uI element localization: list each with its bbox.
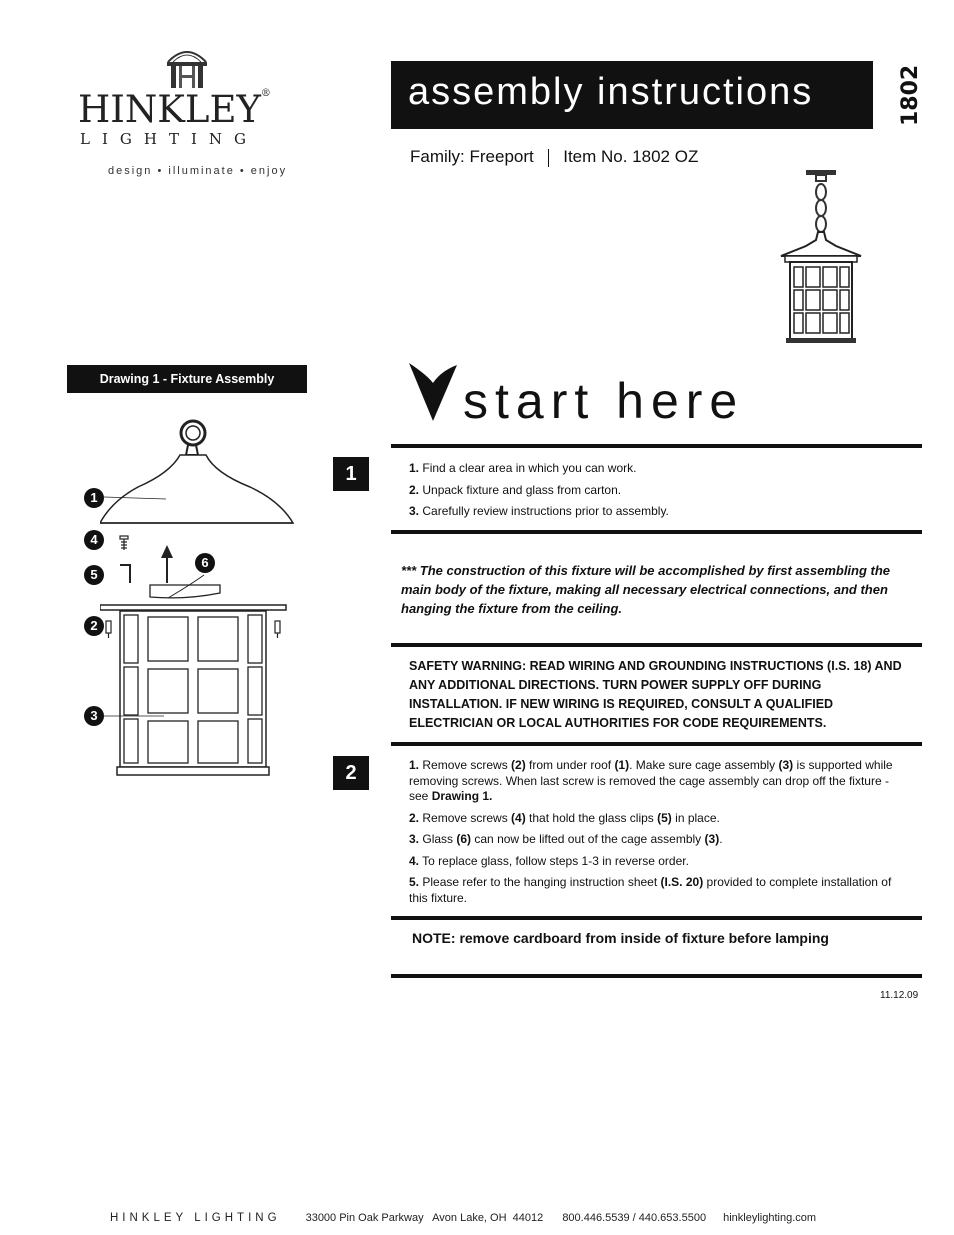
footer [110, 1212, 910, 1224]
safety-warning: SAFETY WARNING: READ WIRING AND GROUNDING INSTRUCTIONS (I.S. 18) AND ANY ADDITIONAL DIRECTIONS. TURN POWER SUPPLY OFF DURING INSTALLATION. IF NEW WIRING IS REQUIRED, CONSULT A QUALIFIED ELECTRICIAN OR LOCAL AUTHORITIES FOR CODE REQUIREMENTS. [409, 659, 902, 730]
list-item: 3. Glass (6) can now be lifted out of the cage assembly (3). [409, 832, 723, 846]
divider-rule [391, 444, 922, 448]
footer-phone: 800.446.5539 / 440.653.5500 [562, 1212, 707, 1224]
registered-mark: ® [260, 88, 271, 99]
divider-rule [391, 530, 922, 534]
divider-rule [391, 916, 922, 920]
divider [548, 149, 549, 167]
list-item: 3. Carefully review instructions prior to assembly. [409, 504, 669, 518]
family-name: Family: Freeport [410, 147, 534, 166]
step-1-list [409, 461, 909, 526]
list-item: 2. Unpack fixture and glass from carton. [409, 482, 622, 497]
callout-1: 1 [84, 488, 104, 508]
step-1-badge: 1 [333, 457, 369, 491]
logo-wordmark: HINKLEY [78, 88, 261, 131]
drawing-label: Drawing 1 - Fixture Assembly [67, 365, 307, 393]
callout-6: 6 [195, 553, 215, 573]
logo-subtitle: LIGHTING [80, 130, 258, 148]
revision-date: 11.12.09 [880, 990, 919, 1001]
cardboard-note: NOTE: remove cardboard from inside of fixture before lamping [412, 930, 829, 946]
footer-web-link[interactable]: hinkleylighting.com [723, 1212, 817, 1224]
list-item: 5. Please refer to the hanging instruction sheet (I.S. 20) provided to complete installation of this fixture. [409, 875, 892, 905]
divider-rule [391, 742, 922, 746]
callout-3: 3 [84, 706, 104, 726]
logo-emblem-icon [162, 44, 212, 90]
divider-rule [391, 974, 922, 978]
callout-4: 4 [84, 530, 104, 550]
footer-address: 33000 Pin Oak Parkway Avon Lake, OH 44012 [305, 1212, 544, 1224]
item-number-vertical: 1802 [898, 64, 923, 126]
start-here-heading: start here [463, 373, 745, 429]
list-item: 1. Remove screws (2) from under roof (1). Make sure cage assembly (3) is supported while removing screws. When last screw is removed the cage assembly can drop off the fixture - see Drawing 1. [409, 758, 893, 803]
item-number: Item No. 1802 OZ [563, 147, 699, 166]
callout-2: 2 [84, 616, 104, 636]
brand-logo [76, 44, 306, 184]
list-item: 4. To replace glass, follow steps 1-3 in reverse order. [409, 853, 689, 868]
construction-note: *** The construction of this fixture will be accomplished by first assembling the main body of the fixture, making all necessary electrical connections, and then hanging the fixture from the ceiling. [401, 563, 891, 616]
page-title: assembly instructions [408, 71, 814, 113]
list-item: 1. Find a clear area in which you can work. [409, 461, 637, 475]
logo-tagline: design • illuminate • enjoy [108, 165, 288, 177]
list-item: 2. Remove screws (4) that hold the glass clips (5) in place. [409, 810, 720, 825]
divider-rule [391, 643, 922, 647]
footer-brand: HINKLEY LIGHTING [110, 1212, 281, 1224]
fixture-assembly-drawing [100, 415, 300, 785]
step-2-list [409, 758, 909, 912]
title-banner [391, 61, 873, 129]
callout-5: 5 [84, 565, 104, 585]
fixture-thumbnail-icon [776, 168, 866, 344]
family-line [410, 147, 698, 167]
step-2-badge: 2 [333, 756, 369, 790]
start-arrow-icon [409, 363, 459, 423]
